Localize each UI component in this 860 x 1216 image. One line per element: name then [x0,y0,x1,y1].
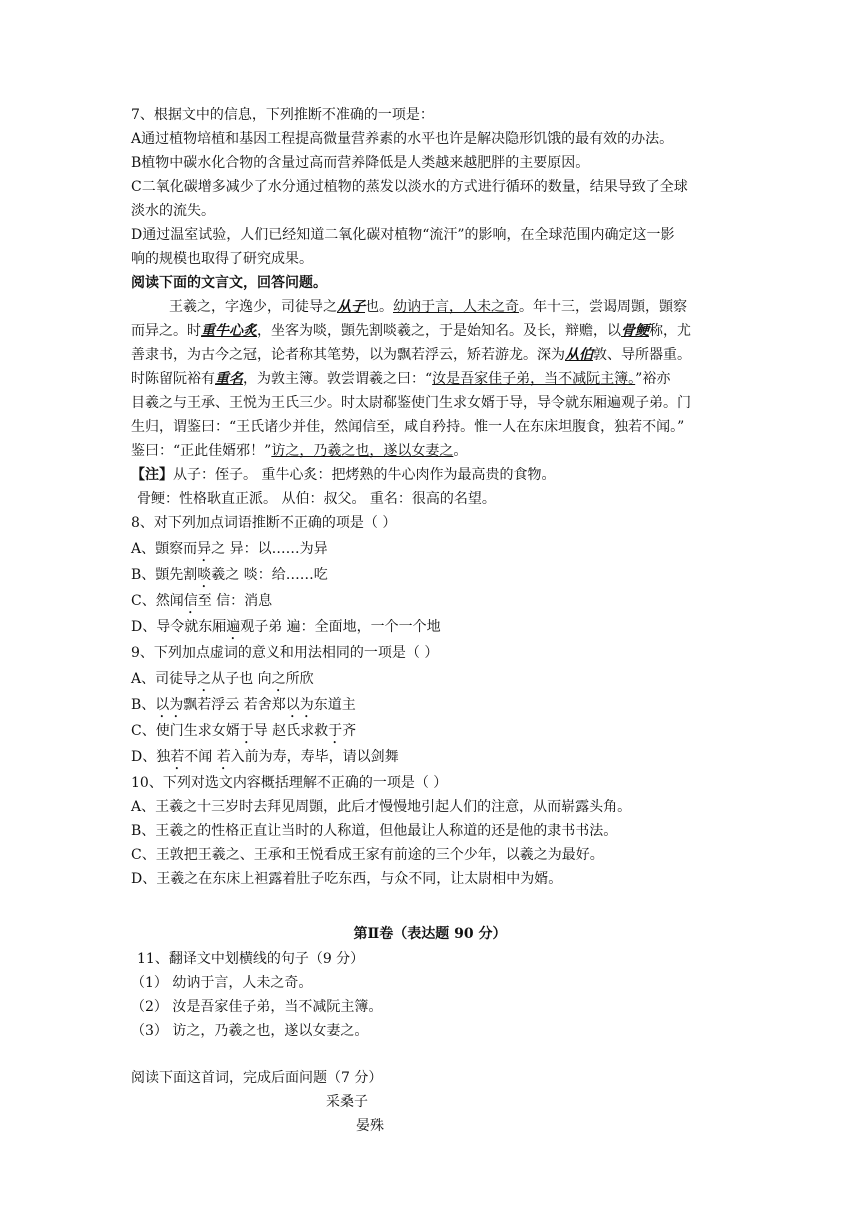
passage-text: ，坐客为啖，顗先割啖羲之，于是始知名。及长，辩赡，以 [257,323,621,339]
passage-line-1 [169,296,687,318]
q9-stem: 9、下列加点虚词的意义和用法相同的一项是（ ） [131,645,439,661]
q7-option-d-line1: D通过温室试验，人们已经知道二氧化碳对植物“流汗”的影响，在全球范围内确定这一影 [131,227,675,243]
notes-label: 【注】 [131,467,173,483]
poem-instruction: 阅读下面这首词，完成后面问题（7 分） [131,1070,383,1086]
option-text: 羲之 啖：给……吃 [211,567,328,583]
option-text: B、顗先割 [131,567,198,583]
dotted-word: 遍 [226,619,241,635]
option-text: A、顗察而 [131,541,198,557]
option-text: D、独 [131,749,171,765]
notes-line-2: 骨鲠：性格耿直正派。 从伯：叔父。 重名：很高的名望。 [137,491,496,507]
passage-text: 。 [453,443,468,459]
option-text: C、使门生求女婿 [131,723,240,739]
dotted-word: 信 [183,593,198,609]
option-text: 齐 [342,723,357,739]
section-heading: 第Ⅱ卷（表达题 90 分） [353,926,507,942]
q11-stem: 11、翻译文中划横线的句子（9 分） [137,951,365,967]
q7-stem: 7、根据文中的信息，下列推断不准确的一项是： [131,107,434,123]
dotted-word: 于 [328,723,343,739]
option-text: B、 [131,697,156,713]
dotted-word: 以为 [155,697,184,713]
q7-option-c-line1: C二氧化碳增多减少了水分通过植物的蒸发以淡水的方式进行循环的数量，结果导致了全球 [131,179,688,195]
q8-option-c [131,590,272,617]
dotted-word: 之 [197,671,212,687]
notes-text: 从子：侄子。 重牛心炙：把烤熟的牛心肉作为最高贵的食物。 [173,467,556,483]
annotated-term: 重名 [215,371,243,387]
notes-line-1 [131,464,555,486]
passage-line-6: 生归，谓鉴曰：“王氏诸少并佳，然闻信至，咸自矜持。惟一人在东床坦腹食，独若不闻。” [131,419,685,435]
dotted-word: 以为 [285,697,314,713]
passage-line-7 [131,440,467,462]
passage-line-5: 目羲之与王承、王悦为王氏三少。时太尉郗鉴使门生求女婿于导，导令就东厢遍观子弟。门 [131,395,691,411]
q7-option-c-line2: 淡水的流失。 [131,203,215,219]
q10-stem: 10、下列对选文内容概括理解不正确的一项是（ ） [131,775,448,791]
q11-item-3: （3） 访之，乃羲之也，遂以女妻之。 [131,1023,369,1039]
option-text: 入前为寿，寿毕，请以剑舞 [230,749,399,765]
q10-option-c: C、王敦把王羲之、王承和王悦看成王家有前途的三个少年，以羲之为最好。 [131,847,604,863]
q11-item-2: （2） 汝是吾家佳子弟，当不减阮主簿。 [131,999,383,1015]
q10-option-a: A、王羲之十三岁时去拜见周顗，此后才慢慢地引起人们的注意，从而崭露头角。 [131,799,632,815]
q11-item-1: （1） 幼讷于言，人未之奇。 [131,975,313,991]
q8-option-a [131,538,328,565]
passage-text: 。年十三，尝谒周顗，顗察 [519,299,687,315]
dotted-word: 异 [197,541,212,557]
underlined-sentence: 幼讷于言，人未之奇 [393,299,519,315]
option-text: 导 赵氏求救 [253,723,329,739]
reading-instruction: 阅读下面的文言文，回答问题。 [131,275,327,291]
passage-text: 敦、导所器重。 [593,347,691,363]
passage-text: 鉴曰：“正此佳婿邪！” [131,443,272,459]
option-text: A、司徒导 [131,671,198,687]
q10-option-b: B、王羲之的性格正直让当时的人称道，但他最让人称道的还是他的隶书书法。 [131,823,618,839]
passage-text: 王羲之，字逸少，司徒导之 [169,299,337,315]
option-text: 之 异：以……为异 [211,541,328,557]
annotated-term: 从伯 [565,347,593,363]
q9-option-b [131,694,356,721]
dotted-word: 若 [170,749,185,765]
q7-option-b: B植物中碳水化合物的含量过高而营养降低是人类越来越肥胖的主要原因。 [131,155,590,171]
option-text: D、导令就东厢 [131,619,227,635]
passage-line-4 [131,368,670,390]
q7-option-d-line2: 响的规模也取得了研究成果。 [131,251,313,267]
underlined-sentence: 访之，乃羲之也，遂以女妻之 [271,443,454,459]
dotted-word: 若 [216,749,231,765]
passage-line-3 [131,344,691,366]
dotted-word: 于 [239,723,254,739]
q8-stem: 8、对下列加点词语推断不正确的项是（ ） [131,515,397,531]
option-text: 从子也 向 [211,671,272,687]
dotted-word: 啖 [197,567,212,583]
poem-author: 晏殊 [356,1118,384,1134]
q10-option-d: D、王羲之在东床上袒露着肚子吃东西，与众不同，让太尉相中为婿。 [131,871,563,887]
passage-text: ”裕亦 [635,371,671,387]
q9-option-d [131,746,399,773]
passage-text: 称，尤 [649,323,691,339]
option-text: 不闻 [184,749,217,765]
annotated-term: 从子 [337,299,365,315]
option-text: 观子弟 遍：全面地，一个一个地 [240,619,441,635]
passage-text: 时陈留阮裕有 [131,371,215,387]
annotated-term: 骨鲠 [621,323,649,339]
underlined-sentence: 汝是吾家佳子弟，当不减阮主簿。 [432,371,636,387]
passage-line-2 [131,320,691,342]
option-text: C、然闻 [131,593,184,609]
q8-option-b [131,564,328,591]
annotated-term: 重牛心炙 [201,323,257,339]
q8-option-d [131,616,441,643]
passage-text: 而异之。时 [131,323,201,339]
passage-text: 也。 [365,299,393,315]
option-text: 飘若浮云 若舍郑 [183,697,286,713]
option-text: 东道主 [313,697,356,713]
option-text: 所欣 [285,671,314,687]
passage-text: ，为敦主簿。敦尝谓羲之曰：“ [243,371,433,387]
passage-text: 善隶书，为古今之冠，论者称其笔势，以为飘若浮云，矫若游龙。深为 [131,347,565,363]
poem-title: 采桑子 [326,1094,368,1110]
q9-option-c [131,720,356,747]
q7-option-a: A通过植物培植和基因工程提高微量营养素的水平也许是解决隐形饥饿的最有效的办法。 [131,131,674,147]
q9-option-a [131,668,314,695]
option-text: 至 信：消息 [197,593,273,609]
dotted-word: 之 [271,671,286,687]
